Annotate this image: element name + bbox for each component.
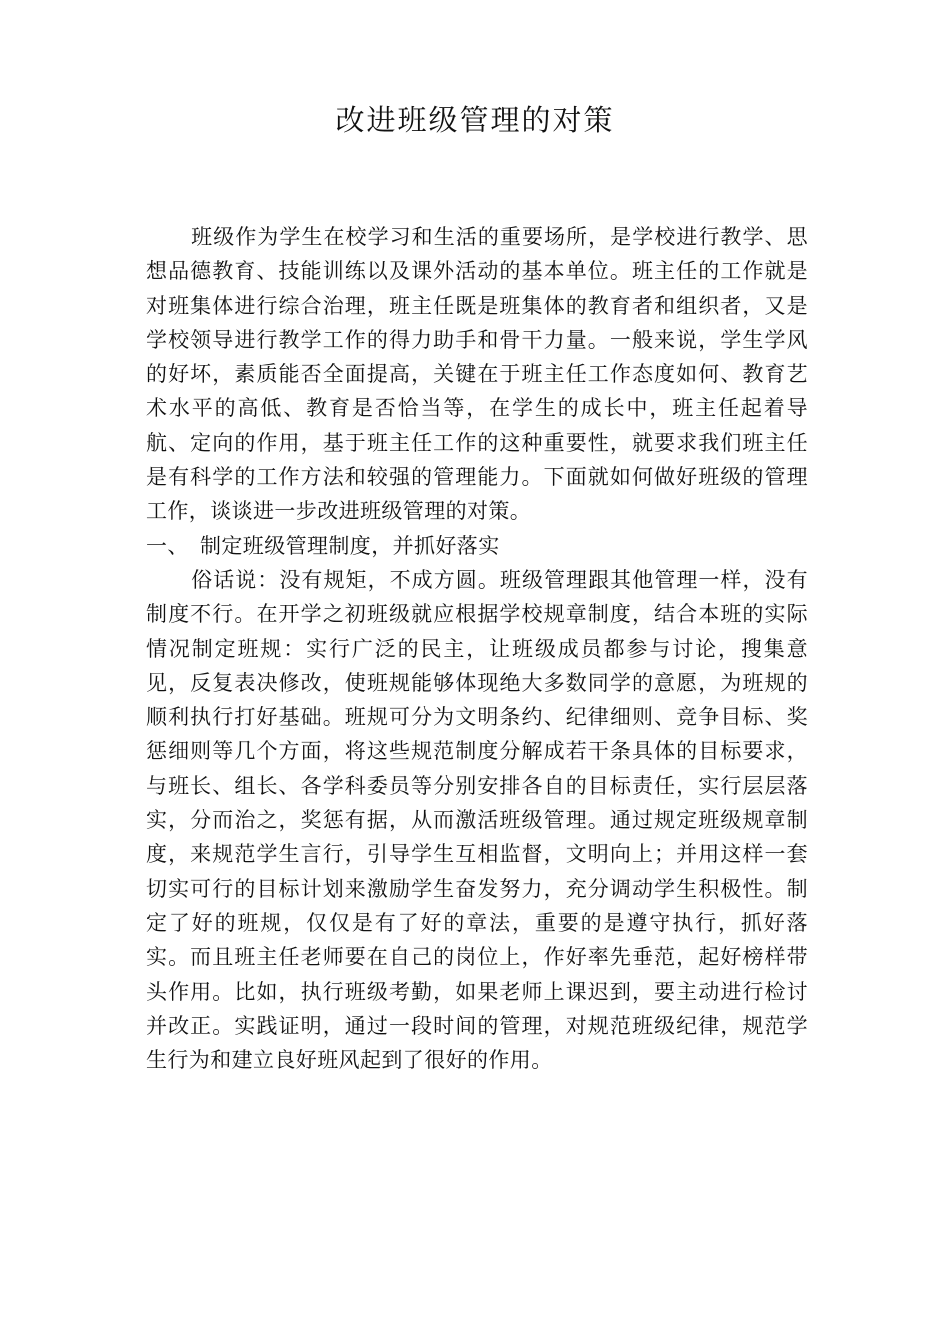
document-title: 改进班级管理的对策 — [335, 103, 615, 137]
section-number: 一、 — [146, 533, 189, 558]
document-body — [146, 220, 808, 1077]
section-heading — [146, 529, 808, 563]
section-paragraph: 俗话说：没有规矩，不成方圆。班级管理跟其他管理一样，没有制度不行。在开学之初班级就应根据学校规章制度，结合本班的实际情况制定班规：实行广泛的民主，让班级成员都参与讨论，搜集意见，反复表决修改，使班规能够体现绝大多数同学的意愿，为班规的顺利执行打好基础。班规可分为文明条约、纪律细则、竞争目标、奖惩细则等几个方面，将这些规范制度分解成若干条具体的目标要求，与班长、组长、各学科委员等分别安排各自的目标责任，实行层层落实，分而治之，奖惩有据，从而激活班级管理。通过规定班级规章制度，来规范学生言行，引导学生互相监督，文明向上；并用这样一套切实可行的目标计划来激励学生奋发努力，充分调动学生积极性。制定了好的班规，仅仅是有了好的章法，重要的是遵守执行，抓好落实。而且班主任老师要在自己的岗位上，作好率先垂范，起好榜样带头作用。比如，执行班级考勤，如果老师上课迟到，要主动进行检讨并改正。实践证明，通过一段时间的管理，对规范班级纪律，规范学生行为和建立良好班风起到了很好的作用。 — [146, 567, 808, 1073]
section-title: 制定班级管理制度，并抓好落实 — [200, 533, 500, 558]
intro-paragraph: 班级作为学生在校学习和生活的重要场所，是学校进行教学、思想品德教育、技能训练以及课外活动的基本单位。班主任的工作就是对班集体进行综合治理，班主任既是班集体的教育者和组织者，又是学校领导进行教学工作的得力助手和骨干力量。一般来说，学生学风的好坏，素质能否全面提高，关键在于班主任工作态度如何、教育艺术水平的高低、教育是否恰当等，在学生的成长中，班主任起着导航、定向的作用，基于班主任工作的这种重要性，就要求我们班主任是有科学的工作方法和较强的管理能力。下面就如何做好班级的管理工作，谈谈进一步改进班级管理的对策。 — [146, 225, 808, 524]
